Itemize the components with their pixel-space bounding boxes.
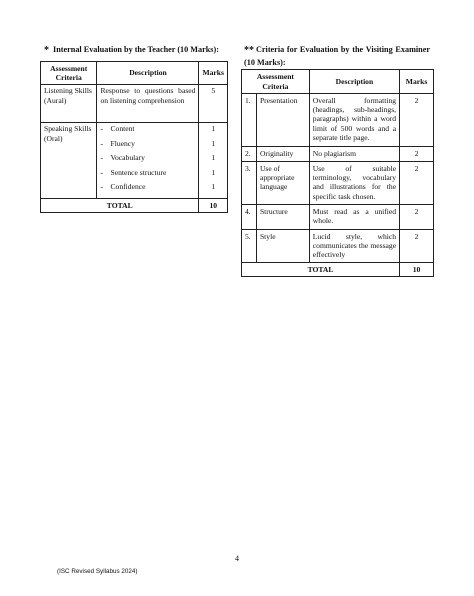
marks-listening: 5 [199, 84, 228, 122]
list-item: - Confidence [100, 182, 146, 192]
list-item: - Vocabulary [100, 153, 145, 163]
total-row [242, 263, 434, 277]
criteria-speaking: Speaking Skills (Oral) [41, 122, 97, 199]
row-number: 2. [242, 147, 257, 162]
table-header-row [41, 62, 228, 85]
speaking-items-list [97, 122, 199, 199]
teacher-evaluation-table [40, 61, 228, 213]
table-row [41, 122, 228, 199]
table-row [242, 147, 434, 162]
speaking-marks-list: 1 1 1 1 1 [199, 122, 228, 199]
total-value: 10 [199, 199, 228, 213]
description-style: Lucid style, which communicates the message effectively [309, 230, 399, 263]
criteria-presentation: Presentation [256, 94, 309, 147]
table-row [242, 230, 434, 263]
list-item: - Content [100, 124, 135, 134]
criteria-listening: Listening Skills (Aural) [41, 84, 97, 122]
header-description: Description [97, 62, 199, 85]
description-language: Use of suitable terminology, vocabulary and illustrations for the specific task chosen. [309, 162, 399, 205]
description-presentation: Overall formatting (headings, sub-headings, paragraphs) within a word limit of 500 words and a separate title page. [309, 94, 399, 147]
table-row [41, 84, 228, 122]
marks-structure: 2 [400, 205, 434, 230]
header-description: Description [309, 70, 399, 94]
total-label: TOTAL [242, 263, 400, 277]
description-originality: No plagiarism [309, 147, 399, 162]
criteria-style: Style [256, 230, 309, 263]
description-structure: Must read as a unified whole. [309, 205, 399, 230]
total-value: 10 [400, 263, 434, 277]
total-row [41, 199, 228, 213]
criteria-originality: Originality [256, 147, 309, 162]
header-marks: Marks [400, 70, 434, 94]
criteria-structure: Structure [256, 205, 309, 230]
header-assessment-criteria: Assessment Criteria [242, 70, 310, 94]
marks-language: 2 [400, 162, 434, 205]
teacher-evaluation-heading [44, 45, 234, 58]
footer-text: (ISC Revised Syllabus 2024) [57, 568, 138, 575]
row-number: 5. [242, 230, 257, 263]
asterisk-marker: * [44, 45, 49, 56]
teacher-evaluation-title: Internal Evaluation by the Teacher (10 Marks): [53, 45, 219, 54]
page-number: 4 [235, 554, 239, 563]
header-marks: Marks [199, 62, 228, 85]
row-number: 3. [242, 162, 257, 205]
header-assessment-criteria: Assessment Criteria [41, 62, 97, 85]
table-header-row [242, 70, 434, 94]
double-asterisk-marker: ** [244, 45, 254, 56]
examiner-evaluation-title: Criteria for Evaluation by the Visiting Examiner (10 Marks): [244, 45, 430, 67]
table-row [242, 94, 434, 147]
examiner-evaluation-table [241, 69, 434, 277]
total-label: TOTAL [41, 199, 199, 213]
table-row [242, 205, 434, 230]
row-number: 1. [242, 94, 257, 147]
marks-originality: 2 [400, 147, 434, 162]
list-item: - Sentence structure [100, 167, 167, 177]
marks-presentation: 2 [400, 94, 434, 147]
description-listening: Response to questions based on listening comprehension [97, 84, 199, 122]
examiner-evaluation-heading [244, 45, 430, 68]
table-row [242, 162, 434, 205]
list-item: - Fluency [100, 138, 135, 148]
row-number: 4. [242, 205, 257, 230]
marks-style: 2 [400, 230, 434, 263]
criteria-language: Use of appropriate language [256, 162, 309, 205]
